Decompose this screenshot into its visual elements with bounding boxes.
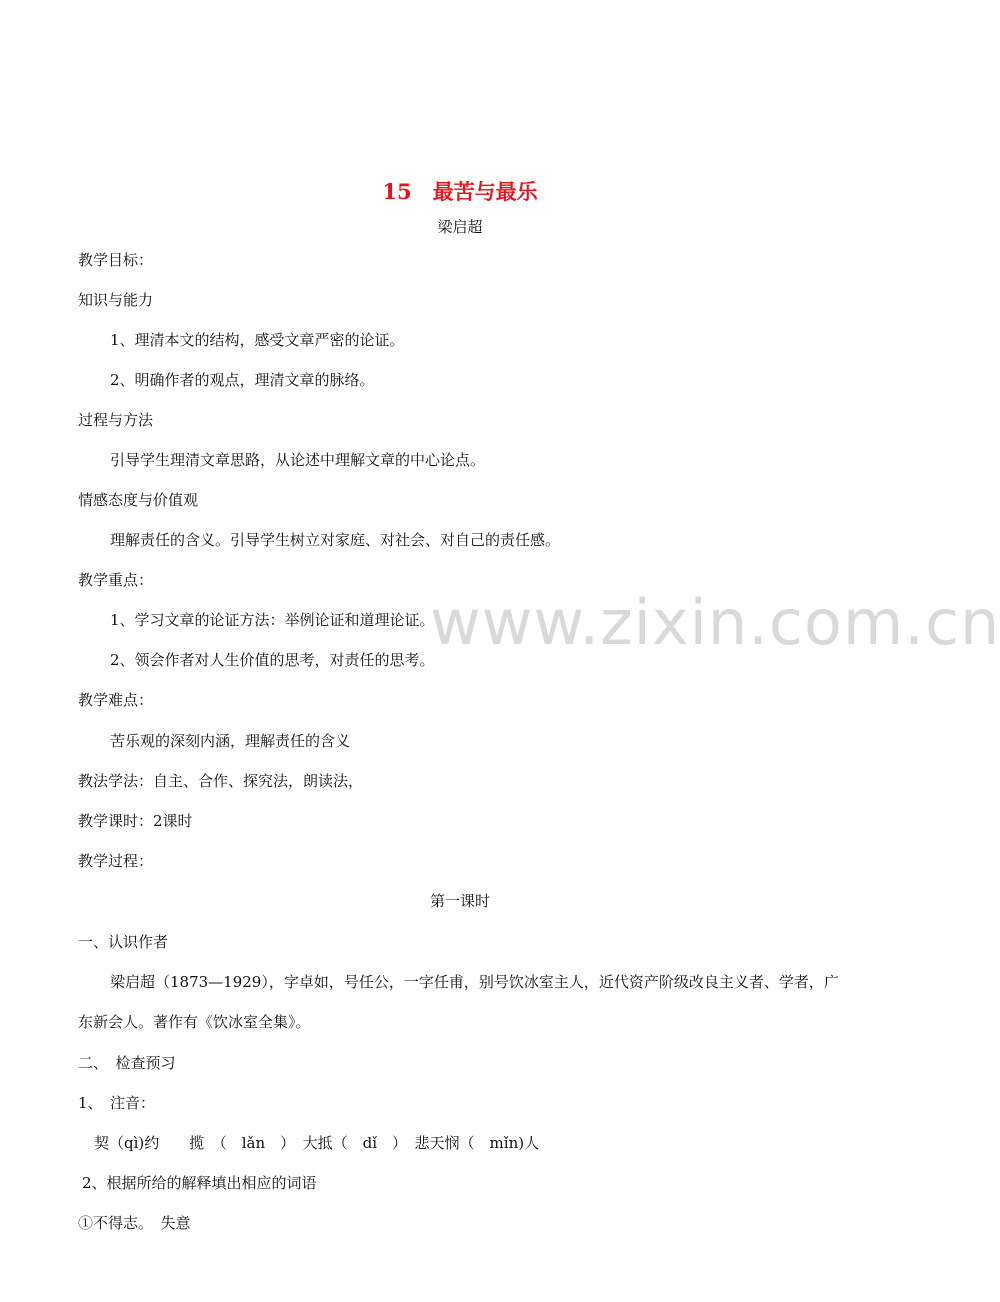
section-heading-author: 一、认识作者	[78, 933, 169, 951]
lesson-heading: 第一课时	[429, 892, 490, 910]
sub-heading-process: 过程与方法	[78, 411, 154, 429]
methods-line: 教法学法：自主、合作、探究法，朗读法，	[78, 772, 364, 790]
vocabulary-item: ①不得志。 失意	[78, 1214, 191, 1232]
sub-heading-knowledge: 知识与能力	[78, 291, 154, 309]
section-heading-preview: 二、 检查预习	[78, 1054, 176, 1072]
section-heading-process-steps: 教学过程：	[78, 852, 154, 870]
page-title: 15 最苦与最乐	[382, 179, 538, 204]
list-item: 引导学生理清文章思路，从论述中理解文章的中心论点。	[110, 451, 486, 469]
list-item: 苦乐观的深刻内涵，理解责任的含义	[110, 732, 351, 750]
list-item: 理解责任的含义。引导学生树立对家庭、对社会、对自己的责任感。	[110, 531, 561, 549]
section-heading-focus: 教学重点：	[78, 571, 154, 589]
sub-heading-emotion: 情感态度与价值观	[78, 491, 199, 509]
author-name: 梁启超	[437, 218, 483, 236]
watermark: www.zixin.com.cn	[430, 586, 1000, 659]
sub-heading-vocabulary: 2、根据所给的解释填出相应的词语	[82, 1174, 317, 1192]
sub-heading-pinyin: 1、 注音：	[78, 1094, 156, 1112]
section-heading-objectives: 教学目标：	[78, 251, 154, 269]
pinyin-row: 契（qì)约 揽 （ lǎn ） 大抵（ dǐ ） 悲天悯（ mǐn)人	[94, 1134, 540, 1152]
list-item: 1、理清本文的结构，感受文章严密的论证。	[110, 331, 405, 349]
list-item: 2、明确作者的观点，理清文章的脉络。	[110, 371, 375, 389]
section-heading-difficulty: 教学难点：	[78, 691, 154, 709]
class-hours-line: 教学课时：2课时	[78, 812, 193, 830]
list-item: 2、领会作者对人生价值的思考，对责任的思考。	[110, 651, 435, 669]
author-paragraph: 梁启超（1873—1929），字卓如，号任公，一字任甫，别号饮冰室主人，近代资产阶级改良主义者、学者，广东新会人。著作有《饮冰室全集》。	[78, 973, 839, 1031]
list-item: 1、学习文章的论证方法：举例论证和道理论证。	[110, 611, 435, 629]
